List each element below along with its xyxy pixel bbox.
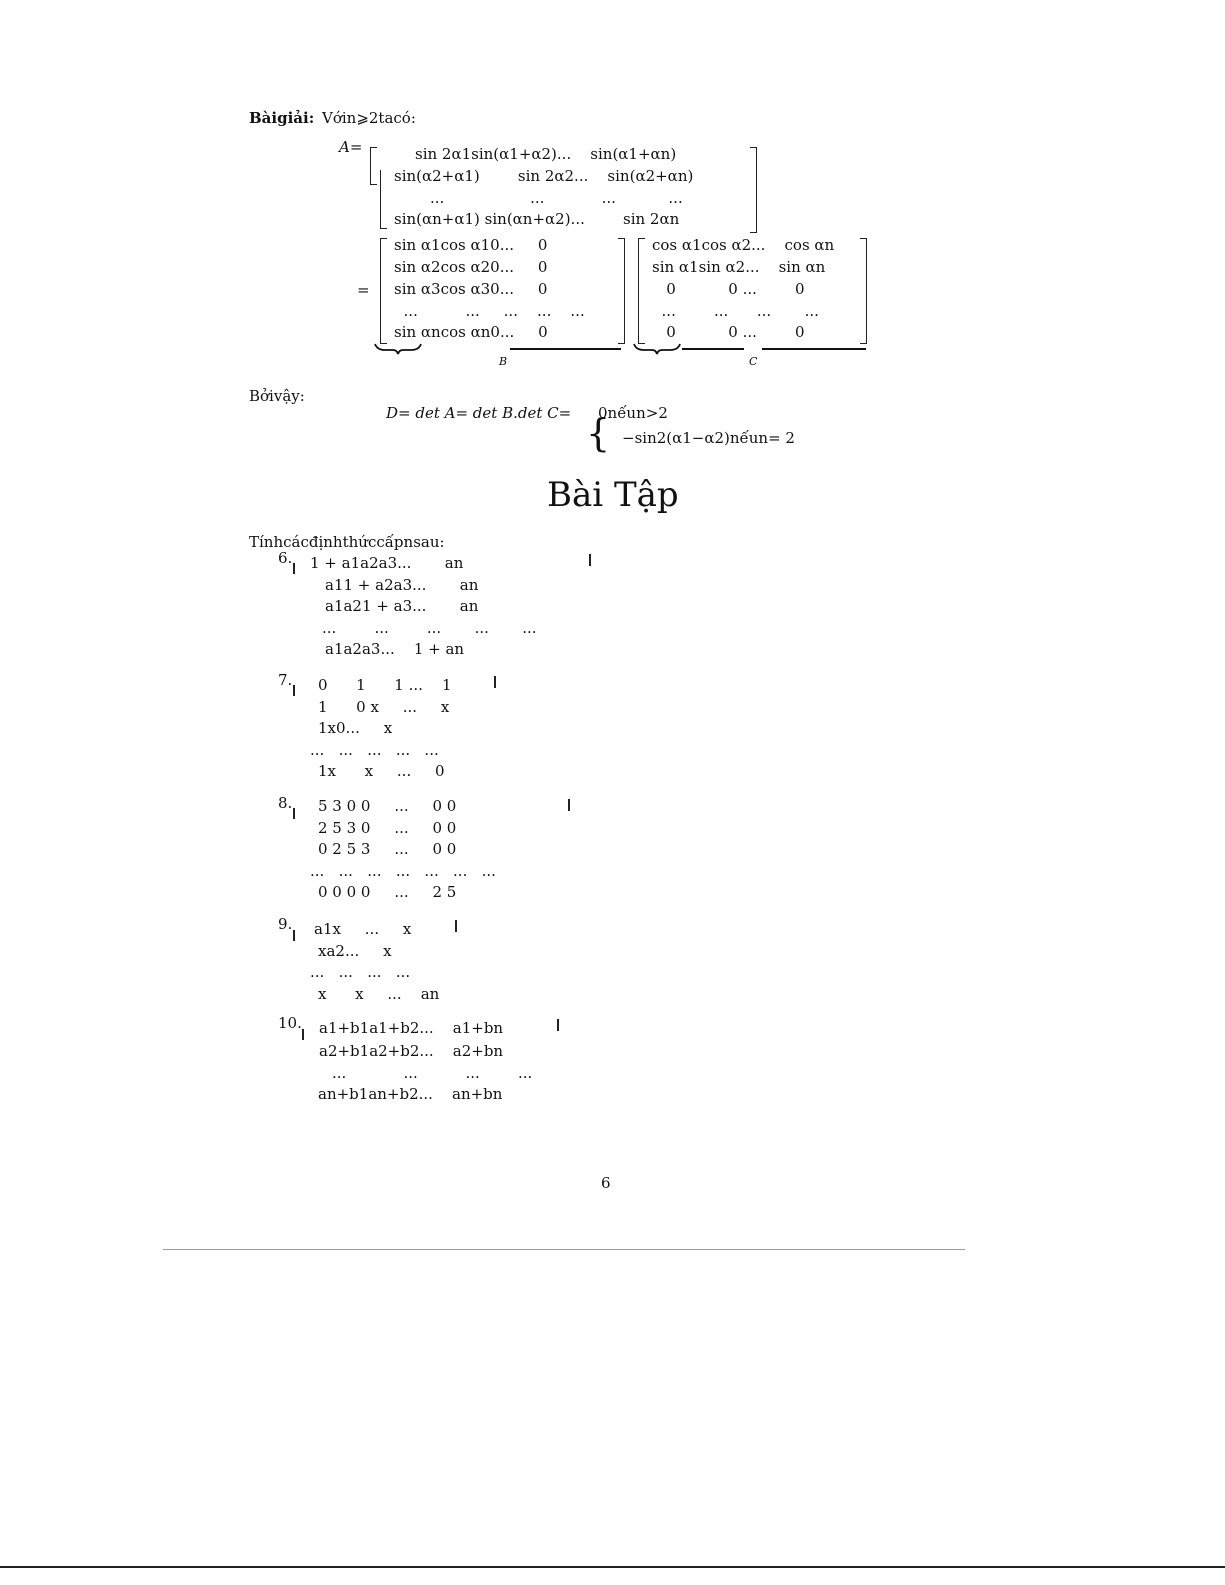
therefore-label: Bởivậy: bbox=[249, 387, 305, 405]
case-1: 0nếun>2 bbox=[598, 404, 668, 422]
case-2: −sin2(α1−α2)nếun= 2 bbox=[622, 429, 795, 447]
exercise-row: ... ... ... ... ... bbox=[310, 741, 439, 759]
exercise-row: 0 1 1 ... 1 bbox=[318, 676, 452, 694]
det-bar-left bbox=[293, 808, 295, 819]
exercise-row: 5 3 0 0 ... 0 0 bbox=[318, 797, 457, 815]
exercises-intro: Tínhcácđịnhthứccấpnsau: bbox=[249, 533, 445, 551]
exercise-row: a1x ... x bbox=[314, 920, 412, 938]
exercises-title: Bài Tập bbox=[547, 475, 679, 515]
exercise-row: xa2... x bbox=[318, 942, 392, 960]
underbrace-b-label: B bbox=[499, 355, 508, 368]
exercise-row: 1x0... x bbox=[318, 719, 393, 737]
matrix-c-left-bracket bbox=[638, 238, 645, 344]
solution-intro: Vớin⩾2tacó: bbox=[322, 109, 416, 127]
case-brace: { bbox=[586, 411, 611, 455]
matrix-c-row-1: cos α1cos α2... cos αn bbox=[652, 236, 835, 254]
matrix-c-row-3: 0 0 ... 0 bbox=[652, 280, 805, 298]
matrix-c-row-5: 0 0 ... 0 bbox=[652, 323, 805, 341]
exercise-row: ... ... ... ... bbox=[310, 963, 411, 981]
matrix-b-row-4: ... ... ... ... ... bbox=[394, 302, 585, 320]
exercise-row: an+b1an+b2... an+bn bbox=[318, 1085, 503, 1103]
det-bar-right bbox=[568, 799, 570, 811]
exercise-number: 7. bbox=[278, 671, 293, 689]
exercise-row: 1 + a1a2a3... an bbox=[310, 554, 464, 572]
exercise-row: a11 + a2a3... an bbox=[325, 576, 479, 594]
exercise-row: 1x x ... 0 bbox=[318, 762, 445, 780]
exercise-row: a2+b1a2+b2... a2+bn bbox=[319, 1042, 504, 1060]
det-bar-left bbox=[293, 685, 295, 696]
exercise-row: a1a2a3... 1 + an bbox=[325, 640, 465, 658]
matrix-b-row-3: sin α3cos α30... 0 bbox=[394, 280, 548, 298]
exercise-row: 2 5 3 0 ... 0 0 bbox=[318, 819, 457, 837]
solution-heading: Bàigiải: bbox=[249, 109, 315, 127]
matrix-a-row-3: ... ... ... ... bbox=[430, 189, 683, 207]
matrix-b-row-1: sin α1cos α10... 0 bbox=[394, 236, 548, 254]
underbrace-b-icon bbox=[373, 342, 423, 356]
underbrace-c-icon bbox=[632, 342, 682, 356]
underbrace-c-line-left bbox=[682, 348, 744, 350]
matrix-a-left-bracket bbox=[370, 147, 377, 185]
exercise-row: a1a21 + a3... an bbox=[325, 597, 479, 615]
det-bar-left bbox=[302, 1029, 304, 1040]
matrix-c-right-bracket bbox=[860, 238, 867, 344]
underbrace-b-line bbox=[510, 348, 621, 350]
exercise-row: ... ... ... ... bbox=[332, 1064, 533, 1082]
exercise-row: ... ... ... ... ... bbox=[322, 619, 537, 637]
det-bar-right bbox=[455, 920, 457, 932]
exercise-row: 0 0 0 0 ... 2 5 bbox=[318, 883, 457, 901]
matrix-b-row-5: sin αncos αn0... 0 bbox=[394, 323, 548, 341]
det-bar-right bbox=[589, 554, 591, 566]
exercise-row: ... ... ... ... ... ... ... bbox=[310, 862, 496, 880]
underbrace-c-label: C bbox=[749, 355, 758, 368]
exercise-row: 1 0 x ... x bbox=[318, 698, 450, 716]
matrix-c-row-4: ... ... ... ... bbox=[652, 302, 819, 320]
matrix-a-right-bracket bbox=[750, 147, 757, 233]
matrix-c-row-2: sin α1sin α2... sin αn bbox=[652, 258, 826, 276]
det-bar-left bbox=[293, 930, 295, 941]
page-number: 6 bbox=[601, 1174, 611, 1192]
matrix-b-row-2: sin α2cos α20... 0 bbox=[394, 258, 548, 276]
exercise-row: 0 2 5 3 ... 0 0 bbox=[318, 840, 457, 858]
exercise-number: 9. bbox=[278, 915, 293, 933]
det-bar-left bbox=[293, 563, 295, 574]
matrix-b-left-bracket bbox=[380, 238, 387, 344]
page-bottom-rule bbox=[0, 1566, 1225, 1568]
matrix-a-row-4: sin(αn+α1) sin(αn+α2)... sin 2αn bbox=[394, 210, 680, 228]
underbrace-c-line-right bbox=[762, 348, 866, 350]
footer-rule bbox=[163, 1249, 965, 1250]
exercise-row: a1+b1a1+b2... a1+bn bbox=[319, 1019, 504, 1037]
exercise-number: 6. bbox=[278, 549, 293, 567]
exercise-number: 10. bbox=[278, 1014, 302, 1032]
exercise-number: 8. bbox=[278, 794, 293, 812]
matrix-a-left-bracket-lower bbox=[380, 170, 387, 229]
det-bar-right bbox=[494, 676, 496, 688]
determinant-equation: D= det A= det B.det C= bbox=[386, 404, 572, 422]
matrix-b-right-bracket bbox=[618, 238, 625, 344]
matrix-a-row-2: sin(α2+α1) sin 2α2... sin(α2+αn) bbox=[394, 167, 694, 185]
equals-sign: = bbox=[357, 281, 370, 299]
matrix-a-label: A= bbox=[339, 138, 363, 156]
matrix-a-row-1: sin 2α1sin(α1+α2)... sin(α1+αn) bbox=[415, 145, 677, 163]
det-bar-right bbox=[557, 1019, 559, 1031]
exercise-row: x x ... an bbox=[318, 985, 440, 1003]
